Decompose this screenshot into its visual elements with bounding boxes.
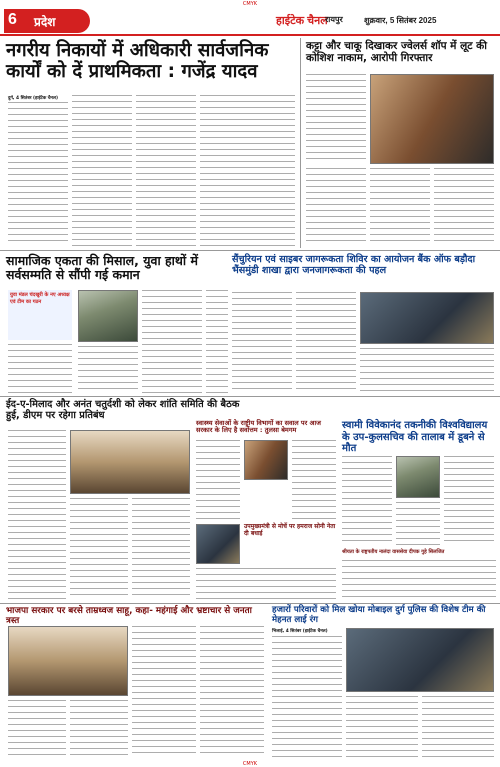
- story-body-10c: [422, 696, 494, 758]
- story-body-3a: [8, 344, 72, 394]
- section-divider-2: [0, 396, 500, 397]
- story-dateline-10: भिलाई, 4 सितंबर (हाईटेक चैनल): [272, 629, 328, 634]
- portrait-photo-2: [196, 524, 240, 564]
- masthead-rule: [0, 34, 500, 36]
- portrait-photo-1: [244, 440, 288, 480]
- story-kicker-3: युवा मंडल चंदखुरी के नए अध्यक्ष एवं टीम का गठन: [10, 292, 70, 305]
- story-headline-11: श्रीयता के राष्ट्रपतीय नालंदा वाससेवा दीपक गुहे सिलजित: [342, 549, 445, 555]
- story-body-11: [342, 560, 496, 600]
- story-body-10b: [346, 696, 418, 758]
- city: रायपुर: [325, 15, 343, 24]
- story-body-3b: [78, 346, 138, 394]
- story-body-2d: [434, 168, 494, 246]
- story-body-9b: [70, 700, 128, 758]
- news-photo-youth-group: [78, 290, 138, 342]
- section-divider-3: [0, 603, 500, 604]
- news-photo-police-mobiles: [346, 628, 494, 692]
- story-body-7a: [342, 456, 392, 546]
- story-body-5c: [132, 498, 190, 600]
- news-photo-peace-meeting: [70, 430, 190, 494]
- story-body-1a: [8, 102, 68, 246]
- issue-date: शुक्रवार, 5 सितंबर 2025: [364, 16, 437, 25]
- story-body-2a: [306, 74, 366, 164]
- story-headline-3: सामाजिक एकता की मिसाल, युवा हाथों में सर्वसम्मति से सौंपी गई कमान: [6, 253, 198, 283]
- story-body-9c: [132, 626, 196, 758]
- story-body-9d: [200, 626, 264, 758]
- story-body-1d: [200, 95, 295, 246]
- newspaper-brand: हाईटेक चैनल: [276, 15, 328, 27]
- color-registration-mark-bottom: CMYK: [242, 761, 258, 767]
- story-body-7b: [396, 502, 440, 546]
- story-body-4b: [296, 292, 356, 392]
- story-body-3c: [142, 290, 202, 394]
- story-headline-5: ईद-ए-मिलाद और अनंत चतुर्दशी को लेकर शांति समिति की बैठक हुई, डीएम पर रहेगा प्रतिबंध: [6, 399, 240, 422]
- section-title: प्रदेश: [34, 15, 56, 29]
- story-body-5b: [70, 498, 128, 600]
- story-body-2c: [370, 168, 430, 246]
- story-headline-6: स्वास्थ्य सेवाओं के राष्ट्रीय विभागों का सवाल पर आज सरकार के लिए है सर्वोत्तम : तुलसा बेमगम: [196, 419, 322, 435]
- story-body-6a: [196, 440, 240, 520]
- news-photo-bank-camp: [360, 292, 494, 344]
- story-body-9a: [8, 700, 66, 758]
- story-headline-2: कट्टा और चाकू दिखाकर ज्वेलर्स शॉप में लूट की कोशिश नाकाम, आरोपी गिरफ्तार: [306, 40, 487, 65]
- story-body-2b: [306, 168, 366, 246]
- news-photo-press-conference: [8, 626, 128, 696]
- story-headline-10: हजारों परिवारों को मिल खोया मोबाइल दुर्ग पुलिस की विशेष टीम की मेहनत लाई रंग: [272, 605, 486, 625]
- color-registration-mark-top: CMYK: [242, 1, 258, 7]
- story-body-3d: [206, 290, 228, 394]
- story-headline-4: सैंचुरियन एवं साइबर जागरूकता शिविर का आयोजन बैंक ऑफ बड़ौदा भैंसमुंडी शाखा द्वारा जनजागरूकता की पहल: [232, 254, 476, 277]
- page-number: 6: [8, 11, 17, 28]
- story-body-4c: [360, 348, 494, 392]
- news-photo-arrested-men: [370, 74, 494, 164]
- story-body-10a: [272, 636, 342, 758]
- story-headline-7: स्वामी विवेकानंद तकनीकी विश्वविद्यालय के उप-कुलसचिव की तालाब में डूबने से मौत: [342, 420, 488, 454]
- section-divider: [0, 250, 500, 251]
- portrait-photo-3: [396, 456, 440, 498]
- story-headline-1: नगरीय निकायों में अधिकारी सार्वजनिक कार्यों को दें प्राथमिकता : गजेंद्र यादव: [6, 40, 269, 83]
- story-byline-1: दुर्ग, 4 सितंबर (हाईटेक चैनल): [8, 96, 58, 101]
- story-headline-9: भाजपा सरकार पर बरसे ताम्रध्वज साहू, कहा- महंगाई और भ्रष्टाचार से जनता त्रस्त: [6, 606, 252, 627]
- story-body-7c: [444, 456, 494, 546]
- story-body-5a: [8, 430, 66, 600]
- story-body-1b: [72, 95, 132, 246]
- story-headline-8: उपमुख्यमंत्री से मोर्चे पर हमराज सोनी नेता दी बधाई: [244, 523, 336, 537]
- story-body-4a: [232, 292, 292, 392]
- column-divider: [300, 38, 301, 248]
- story-body-1c: [136, 95, 196, 246]
- story-body-6b: [292, 440, 336, 520]
- story-body-8: [196, 568, 336, 600]
